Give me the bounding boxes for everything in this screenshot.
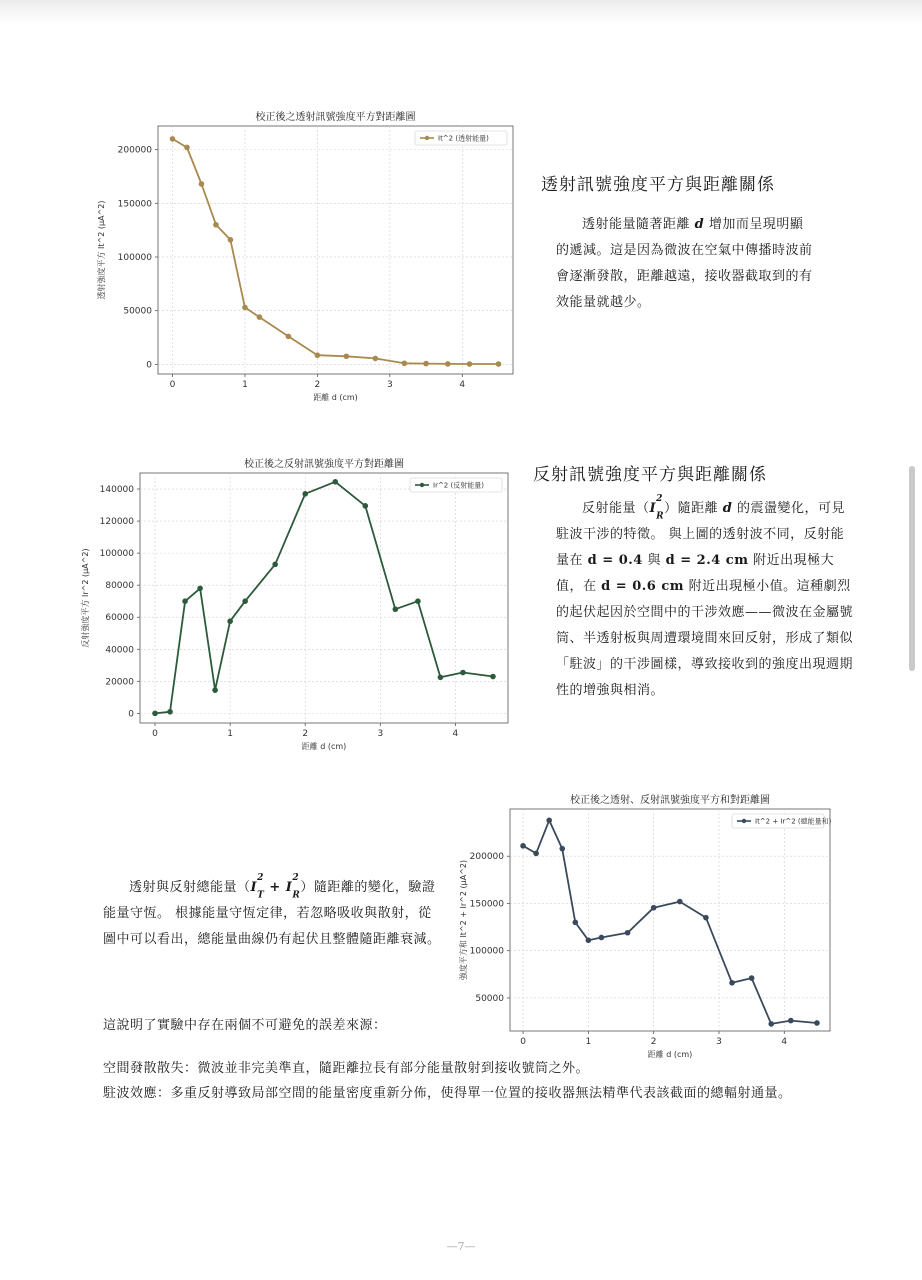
data-point [749, 975, 755, 981]
y-tick-label: 100000 [469, 946, 504, 957]
top-bar [0, 0, 922, 24]
y-tick-label: 0 [128, 709, 134, 720]
page-number: —7— [446, 1240, 476, 1253]
data-point [242, 305, 248, 311]
legend-label: Ir^2 (反射能量) [433, 481, 484, 490]
x-tick-label: 0 [520, 1037, 526, 1047]
data-point [272, 562, 278, 568]
y-tick-label: 150000 [117, 199, 152, 210]
data-point [227, 618, 233, 624]
y-tick-label: 200000 [469, 852, 504, 863]
x-tick-label: 1 [585, 1037, 592, 1047]
x-tick-label: 4 [452, 729, 459, 739]
data-point [302, 491, 308, 497]
data-point [788, 1018, 794, 1024]
data-point [228, 237, 234, 243]
y-tick-label: 80000 [105, 581, 134, 592]
data-point [363, 503, 369, 509]
data-point [423, 361, 429, 367]
data-point [213, 222, 219, 228]
x-tick-label: 0 [152, 729, 158, 739]
y-tick-label: 40000 [105, 645, 134, 656]
chart-svg [94, 106, 524, 406]
y-tick-label: 200000 [117, 145, 152, 156]
data-point [332, 479, 338, 485]
x-tick-label: 4 [781, 1037, 788, 1047]
data-point [257, 314, 263, 320]
section2-paragraph: 反射能量（$I^2$ $_R$）隨距離 d 的震盪變化，可見駐波干涉的特徵。 與上圖的透射波不同，反射能量在 d = 0.4 與 d = 2.4 cm 附近出現極大值，在 d = 0.6 cm 附近出現極小值。這種劇烈的起伏起因於空間中的干涉效應——微波在金屬號筒、半透射板與周遭環境間來回反射，形成了類似「駐波」的干涉圖樣，導致接收到的強度出現週期性的增強與相消。 [556, 494, 854, 698]
x-tick-label: 3 [386, 380, 393, 390]
conclusion-item-1: 空間發散散失：微波並非完美準直，隨距離拉長有部分能量散射到接收號筒之外。 [103, 1061, 590, 1076]
data-point [402, 360, 408, 366]
section3-paragraph: 透射與反射總能量（$I^2$ $_T + I^2$ $_R$）隨距離的變化，驗證能量守恆。 根據能量守恆定律，若忽略吸收與散射，從圖中可以看出，總能量曲線仍有起伏且整體隨距離衰減。 [103, 873, 441, 947]
x-tick-label: 2 [302, 729, 309, 739]
data-point [415, 598, 421, 604]
x-tick-label: 1 [227, 729, 233, 739]
data-point [814, 1020, 820, 1026]
conclusion-item-2: 駐波效應：多重反射導致局部空間的能量密度重新分佈，使得單一位置的接收器無法精準代表該截面的總輻射通量。 [103, 1086, 792, 1101]
legend-marker [420, 483, 424, 487]
y-tick-label: 50000 [475, 993, 504, 1004]
chart-title: 校正後之反射訊號強度平方對距離圖 [244, 459, 404, 470]
data-point [546, 818, 552, 824]
data-point [152, 711, 158, 717]
x-axis-label: 距離 d (cm) [301, 742, 347, 751]
chart-svg [456, 793, 846, 1058]
y-tick-label: 20000 [105, 677, 134, 688]
legend-marker [425, 136, 429, 140]
y-tick-label: 120000 [99, 517, 134, 528]
data-point [167, 709, 173, 715]
x-tick-label: 1 [242, 380, 248, 390]
data-point [467, 361, 473, 367]
transmission-chart [94, 106, 524, 406]
data-point [520, 843, 526, 849]
y-tick-label: 100000 [117, 252, 152, 263]
data-point [460, 670, 466, 676]
data-point [199, 181, 205, 187]
data-point [344, 353, 350, 359]
data-point [586, 938, 592, 944]
section2-heading: 反射訊號強度平方與距離關係 [533, 465, 767, 485]
x-tick-label: 2 [314, 380, 321, 390]
y-tick-label: 0 [146, 360, 152, 371]
plot-frame [158, 126, 513, 374]
y-tick-label: 50000 [123, 306, 152, 317]
legend-label: It^2 + Ir^2 (總能量和) [755, 817, 832, 826]
scrollbar-thumb[interactable] [909, 466, 915, 671]
data-point [533, 851, 539, 857]
y-axis-label: 反射強度平方 Ir^2 (μA^2) [81, 548, 90, 648]
chart-title: 校正後之透射訊號強度平方對距離圖 [255, 112, 416, 123]
data-point [393, 606, 399, 612]
x-axis-label: 距離 d (cm) [647, 1050, 693, 1059]
data-point [625, 930, 631, 936]
data-point [184, 145, 190, 151]
data-point [286, 334, 292, 340]
chart-title: 校正後之透射、反射訊號強度平方和對距離圖 [570, 795, 770, 806]
x-tick-label: 3 [716, 1037, 722, 1047]
x-tick-label: 3 [377, 729, 384, 739]
data-point [768, 1021, 774, 1027]
x-tick-label: 0 [169, 380, 176, 390]
conclusion-intro: 這說明了實驗中存在兩個不可避免的誤差來源： [103, 1018, 387, 1033]
x-axis-label: 距離 d (cm) [313, 393, 358, 402]
y-tick-label: 150000 [469, 899, 504, 910]
y-tick-label: 60000 [105, 613, 134, 624]
chart-svg [78, 455, 518, 760]
y-axis-label: 強度平方和 It^2 + Ir^2 (μA^2) [459, 859, 468, 981]
data-point [677, 899, 683, 905]
data-point [315, 352, 321, 358]
x-tick-label: 2 [650, 1037, 657, 1047]
data-point [573, 920, 579, 926]
data-point [445, 361, 451, 367]
y-tick-label: 140000 [99, 485, 134, 496]
data-point [242, 598, 248, 604]
data-point [373, 356, 379, 362]
legend-label: It^2 (透射能量) [438, 134, 489, 143]
data-point [490, 674, 496, 680]
total-energy-chart [456, 793, 846, 1058]
data-point [170, 136, 176, 142]
legend-marker [742, 819, 746, 823]
data-point [729, 980, 735, 986]
reflection-chart [78, 455, 518, 760]
data-point [438, 675, 444, 681]
y-tick-label: 100000 [99, 549, 134, 560]
data-point [182, 598, 188, 604]
data-point [703, 915, 709, 921]
data-point [496, 361, 502, 367]
section1-paragraph: 透射能量隨著距離 d 增加而呈現明顯的遞減。這是因為微波在空氣中傳播時波前會逐漸發散，距離越遠，接收器截取到的有效能量就越少。 [556, 217, 813, 310]
y-axis-label: 透射強度平方 It^2 (μA^2) [97, 200, 106, 300]
data-point [212, 687, 218, 693]
data-point [599, 935, 605, 941]
x-tick-label: 4 [459, 380, 466, 390]
section1-heading: 透射訊號強度平方與距離關係 [541, 175, 775, 195]
plot-frame [140, 473, 508, 723]
data-point [651, 905, 657, 911]
data-point [197, 586, 203, 592]
data-point [559, 846, 565, 852]
